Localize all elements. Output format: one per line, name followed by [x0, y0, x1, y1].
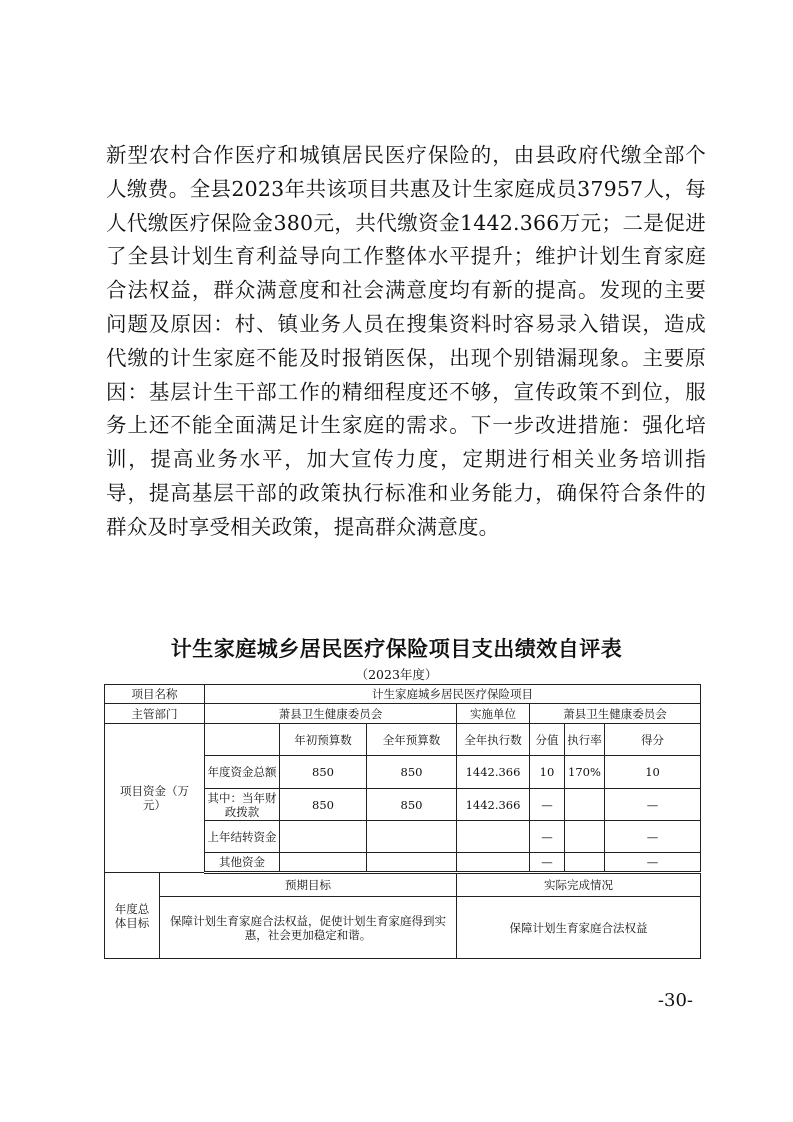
cell-annual	[367, 821, 457, 853]
row-label: 年度资金总额	[205, 756, 280, 789]
cell-annual: 850	[367, 789, 457, 821]
header-empty	[205, 724, 280, 756]
header-executed: 全年执行数	[457, 724, 530, 756]
dept-label: 主管部门	[105, 704, 205, 724]
cell-exec-rate: 170%	[565, 756, 605, 789]
cell-initial: 850	[280, 756, 367, 789]
impl-value: 萧县卫生健康委员会	[530, 704, 701, 724]
body-paragraph: 新型农村合作医疗和城镇居民医疗保险的，由县政府代缴全部个人缴费。全县2023年共该项目共惠及计生家庭成员37957人，每人代缴医疗保险金380元，共代缴资金1442.366万元；二是促进了全县计划生育利益导向工作整体水平提升；维护计划生育家庭合法权益，群众满意度和社会满意度均有新的提高。发现的主要问题及原因：村、镇业务人员在搜集资料时容易录入错误，造成代缴的计生家庭不能及时报销医保，出现个别错漏现象。主要原因：基层计生干部工作的精细程度还不够，宣传政策不到位，服务上还不能全面满足计生家庭的需求。下一步改进措施：强化培训，提高业务水平，加大宣传力度，定期进行相关业务培训指导，提高基层干部的政策执行标准和业务能力，确保符合条件的群众及时享受相关政策，提高群众满意度。	[106, 143, 706, 539]
impl-label: 实施单位	[457, 704, 530, 724]
page-number: -30-	[657, 990, 693, 1011]
cell-score: —	[605, 789, 701, 821]
cell-score: —	[605, 821, 701, 853]
table-row	[105, 685, 701, 704]
table-row	[105, 897, 701, 959]
cell-executed	[457, 853, 530, 873]
header-exec-rate: 执行率	[565, 724, 605, 756]
cell-exec-rate	[565, 821, 605, 853]
cell-initial	[280, 853, 367, 873]
table-row	[105, 724, 701, 756]
body-text	[106, 139, 706, 545]
project-name-label: 项目名称	[105, 685, 205, 704]
cell-score-value: —	[530, 789, 565, 821]
table-year: （2023年度）	[355, 667, 438, 682]
cell-executed	[457, 821, 530, 853]
row-label: 其中：当年财政拨款	[205, 789, 280, 821]
row-label: 上年结转资金	[205, 821, 280, 853]
cell-score-value: 10	[530, 756, 565, 789]
header-score: 得分	[605, 724, 701, 756]
cell-initial: 850	[280, 789, 367, 821]
project-name-value: 计生家庭城乡居民医疗保险项目	[205, 685, 701, 704]
performance-table	[104, 684, 701, 959]
cell-exec-rate	[565, 853, 605, 873]
funds-label: 项目资金（万元）	[105, 724, 205, 873]
actual-label: 实际完成情况	[457, 873, 701, 897]
goal-label: 年度总体目标	[105, 873, 160, 959]
cell-initial	[280, 821, 367, 853]
cell-annual: 850	[367, 756, 457, 789]
cell-score-value: —	[530, 821, 565, 853]
cell-executed: 1442.366	[457, 756, 530, 789]
table-row	[105, 873, 701, 897]
cell-executed: 1442.366	[457, 789, 530, 821]
cell-score: —	[605, 853, 701, 873]
table-row	[105, 704, 701, 724]
header-score-value: 分值	[530, 724, 565, 756]
dept-value: 萧县卫生健康委员会	[205, 704, 457, 724]
expected-label: 预期目标	[160, 873, 457, 897]
actual-value: 保障计划生育家庭合法权益	[457, 897, 701, 959]
cell-exec-rate	[565, 789, 605, 821]
cell-score: 10	[605, 756, 701, 789]
table-title: 计生家庭城乡居民医疗保险项目支出绩效自评表	[170, 637, 623, 661]
expected-value: 保障计划生育家庭合法权益，促使计划生育家庭得到实惠，社会更加稳定和谐。	[160, 897, 457, 959]
cell-annual	[367, 853, 457, 873]
row-label: 其他资金	[205, 853, 280, 873]
header-initial: 年初预算数	[280, 724, 367, 756]
header-annual: 全年预算数	[367, 724, 457, 756]
cell-score-value: —	[530, 853, 565, 873]
